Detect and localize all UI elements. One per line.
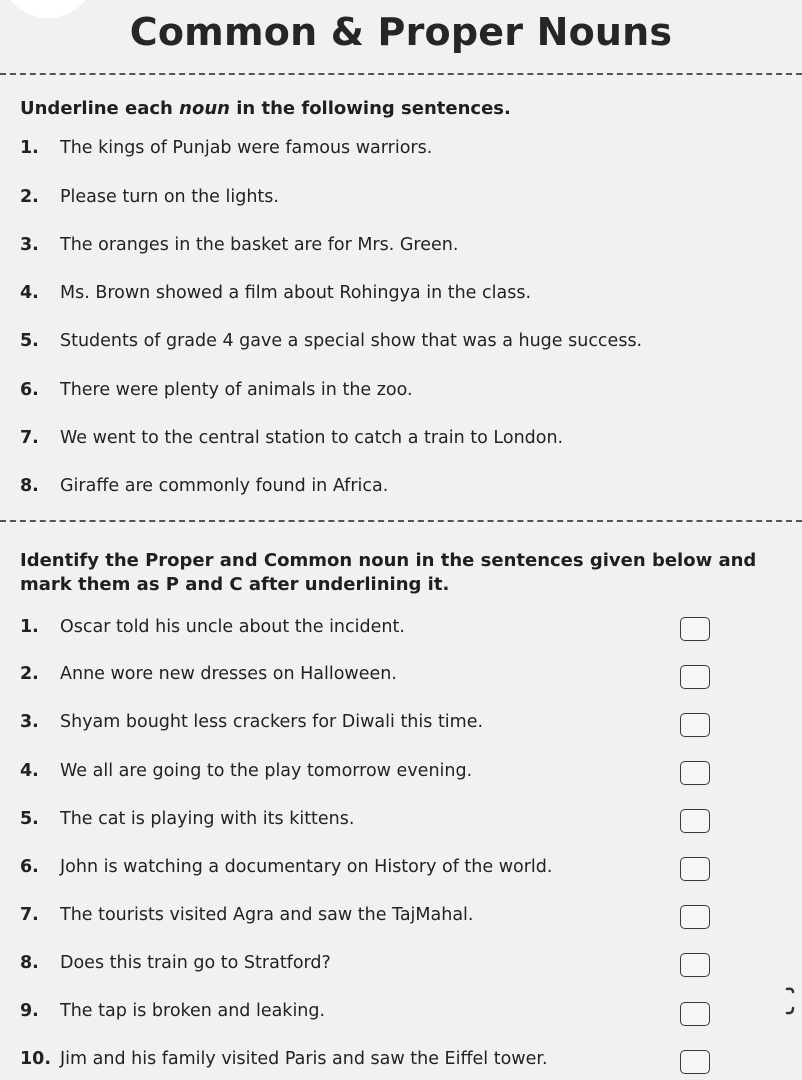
- item-number: 3.: [20, 235, 39, 255]
- item-sentence: Anne wore new dresses on Halloween.: [60, 664, 397, 684]
- item-sentence: Ms. Brown showed a film about Rohingya in the class.: [60, 283, 532, 303]
- item-number: 5.: [20, 331, 39, 351]
- section1-item: [20, 184, 279, 210]
- item-number: 9.: [20, 1001, 39, 1021]
- item-number: 7.: [20, 428, 39, 448]
- item-sentence: The tap is broken and leaking.: [60, 1001, 326, 1021]
- answer-checkbox[interactable]: [680, 857, 710, 881]
- item-sentence: The kings of Punjab were famous warriors.: [60, 138, 433, 158]
- item-sentence: Does this train go to Stratford?: [60, 953, 331, 973]
- item-number: 4.: [20, 283, 39, 303]
- item-sentence: Please turn on the lights.: [60, 187, 279, 207]
- section1-instruction-suffix: in the following sentences.: [229, 98, 511, 119]
- item-sentence: The oranges in the basket are for Mrs. Green.: [60, 235, 459, 255]
- section2-instruction-line1: Identify the Proper and Common noun in the sentences given below and: [20, 550, 757, 571]
- section2-item: [20, 902, 473, 928]
- section2-item: [20, 614, 405, 640]
- item-sentence: Students of grade 4 gave a special show that was a huge success.: [60, 331, 643, 351]
- section2-item: [20, 661, 397, 687]
- item-sentence: John is watching a documentary on History of the world.: [60, 857, 553, 877]
- answer-checkbox[interactable]: [680, 809, 710, 833]
- item-number: 10.: [20, 1049, 52, 1069]
- item-sentence: The tourists visited Agra and saw the TajMahal.: [60, 905, 474, 925]
- item-sentence: The cat is playing with its kittens.: [60, 809, 355, 829]
- section2-item: [20, 854, 552, 880]
- item-sentence: Oscar told his uncle about the incident.: [60, 617, 405, 637]
- section1-item: [20, 232, 458, 258]
- item-number: 8.: [20, 953, 39, 973]
- section2-item: [20, 758, 472, 784]
- section2-item: [20, 998, 325, 1024]
- section2-item: [20, 1046, 548, 1072]
- section2-item: [20, 950, 331, 976]
- answer-checkbox[interactable]: [680, 665, 710, 689]
- section2-item: [20, 709, 483, 735]
- item-number: 3.: [20, 712, 39, 732]
- answer-checkbox[interactable]: [680, 1050, 710, 1074]
- item-number: 7.: [20, 905, 39, 925]
- item-number: 6.: [20, 380, 39, 400]
- item-sentence: We went to the central station to catch a train to London.: [60, 428, 564, 448]
- dashed-divider-middle: [0, 520, 802, 522]
- item-number: 2.: [20, 187, 39, 207]
- answer-checkbox[interactable]: [680, 617, 710, 641]
- section1-instruction-prefix: Underline each: [20, 98, 180, 119]
- item-sentence: Giraffe are commonly found in Africa.: [60, 476, 389, 496]
- item-number: 6.: [20, 857, 39, 877]
- answer-checkbox[interactable]: [680, 953, 710, 977]
- edge-mark-icon: [784, 986, 798, 1016]
- dashed-divider-top: [0, 73, 802, 75]
- item-number: 8.: [20, 476, 39, 496]
- item-sentence: There were plenty of animals in the zoo.: [60, 380, 413, 400]
- section1-item: [20, 377, 413, 403]
- section1-item: [20, 280, 531, 306]
- section1-item: [20, 425, 563, 451]
- item-number: 1.: [20, 617, 39, 637]
- section1-instruction-emphasis: noun: [179, 98, 230, 119]
- item-sentence: We all are going to the play tomorrow evening.: [60, 761, 473, 781]
- answer-checkbox[interactable]: [680, 905, 710, 929]
- section2-instruction-line2: mark them as P and C after underlining it.: [20, 574, 450, 595]
- section1-item: [20, 135, 432, 161]
- answer-checkbox[interactable]: [680, 761, 710, 785]
- item-number: 1.: [20, 138, 39, 158]
- section2-item: [20, 806, 354, 832]
- item-sentence: Jim and his family visited Paris and saw the Eiffel tower.: [60, 1049, 548, 1069]
- item-sentence: Shyam bought less crackers for Diwali this time.: [60, 712, 484, 732]
- answer-checkbox[interactable]: [680, 713, 710, 737]
- section1-item: [20, 473, 388, 499]
- section1-item: [20, 328, 642, 354]
- item-number: 5.: [20, 809, 39, 829]
- page-title: Common & Proper Nouns: [129, 10, 673, 54]
- item-number: 4.: [20, 761, 39, 781]
- section2-instruction: [20, 549, 800, 597]
- section1-instruction: [20, 97, 800, 121]
- item-number: 2.: [20, 664, 39, 684]
- answer-checkbox[interactable]: [680, 1002, 710, 1026]
